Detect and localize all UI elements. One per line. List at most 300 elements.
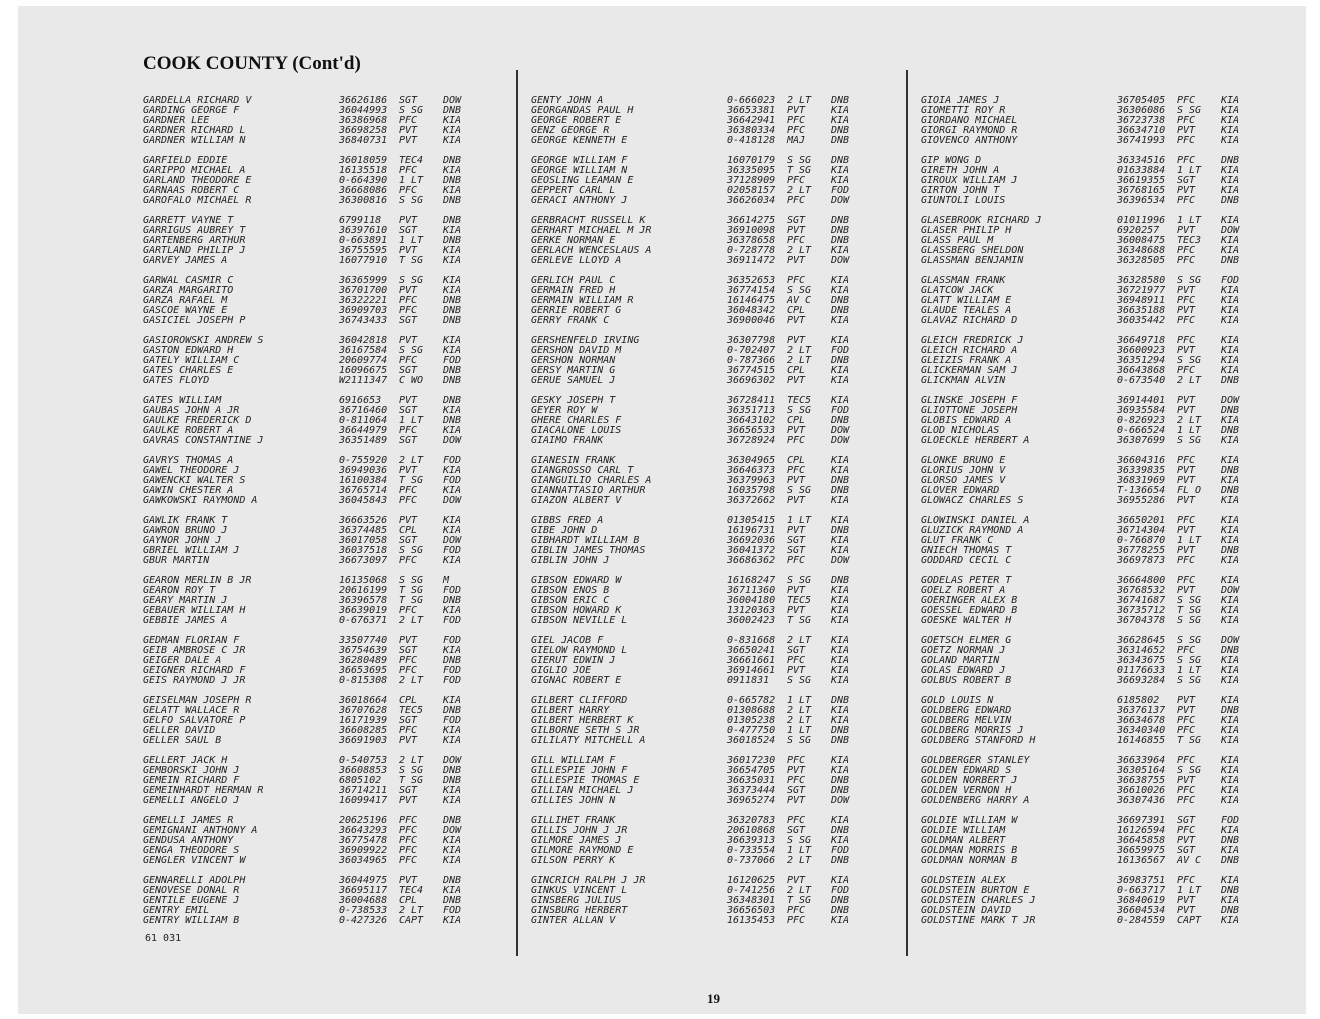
entry-status: KIA bbox=[1221, 285, 1240, 296]
entry-serial-number: 0911831 bbox=[727, 675, 770, 686]
roster-entry bbox=[531, 196, 903, 206]
entry-name: GERRY FRANK C bbox=[531, 316, 610, 326]
entry-name: GAVRAS CONSTANTINE J bbox=[143, 436, 264, 446]
entry-name: GERSHON NORMAN bbox=[531, 356, 616, 366]
roster-entry bbox=[921, 856, 1293, 866]
entry-rank: T SG bbox=[399, 775, 424, 786]
entry-rank: PVT bbox=[399, 285, 418, 296]
entry-rank: S SG bbox=[787, 285, 812, 296]
entry-serial-number: 0-666524 bbox=[1117, 425, 1166, 436]
entry-status: FOD bbox=[443, 675, 462, 686]
entry-name: GLOVER EDWARD bbox=[921, 486, 1000, 496]
entry-serial-number: 36304965 bbox=[727, 455, 776, 466]
entry-name: GIBSON EDWARD W bbox=[531, 576, 622, 586]
entry-serial-number: 36643868 bbox=[1117, 365, 1166, 376]
entry-rank: S SG bbox=[399, 275, 424, 286]
entry-serial-number: 0-737066 bbox=[727, 855, 776, 866]
entry-name: GAROFALO MICHAEL R bbox=[143, 196, 252, 206]
entry-serial-number: 36728411 bbox=[727, 395, 776, 406]
entry-serial-number: 36911472 bbox=[727, 255, 776, 266]
entry-status: DNB bbox=[443, 215, 462, 226]
entry-name: GLIOTTONE JOSEPH bbox=[921, 406, 1018, 416]
entry-status: DNB bbox=[831, 475, 850, 486]
entry-status: KIA bbox=[1221, 105, 1240, 116]
entry-rank: PFC bbox=[1177, 335, 1196, 346]
entry-serial-number: 36723738 bbox=[1117, 115, 1166, 126]
entry-status: DNB bbox=[443, 655, 462, 666]
entry-name: GIRETH JOHN A bbox=[921, 166, 1000, 176]
entry-status: KIA bbox=[831, 465, 850, 476]
entry-status: KIA bbox=[1221, 535, 1240, 546]
entry-serial-number: 36328505 bbox=[1117, 255, 1166, 266]
roster-entry bbox=[921, 316, 1293, 326]
entry-rank: T SG bbox=[1177, 605, 1202, 616]
entry-status: DOW bbox=[443, 435, 462, 446]
entry-serial-number: 36754639 bbox=[339, 645, 388, 656]
entry-status: KIA bbox=[831, 365, 850, 376]
roster-group bbox=[921, 216, 1293, 276]
entry-name: GIERUT EDWIN J bbox=[531, 656, 616, 666]
entry-rank: S SG bbox=[1177, 655, 1202, 666]
entry-serial-number: 36656533 bbox=[727, 425, 776, 436]
entry-name: GELFO SALVATORE P bbox=[143, 716, 246, 726]
entry-serial-number: 6805102 bbox=[339, 775, 382, 786]
entry-rank: SGT bbox=[787, 215, 806, 226]
entry-rank: PVT bbox=[1177, 475, 1196, 486]
entry-name: GOLDSTEIN CHARLES J bbox=[921, 896, 1036, 906]
entry-rank: PFC bbox=[787, 815, 806, 826]
entry-status: DNB bbox=[831, 235, 850, 246]
entry-status: KIA bbox=[443, 855, 462, 866]
entry-status: DNB bbox=[831, 525, 850, 536]
entry-rank: 2 LT bbox=[787, 185, 812, 196]
entry-rank: PFC bbox=[1177, 195, 1196, 206]
entry-serial-number: 36380334 bbox=[727, 125, 776, 136]
entry-status: KIA bbox=[443, 125, 462, 136]
entry-status: DOW bbox=[443, 495, 462, 506]
roster-group bbox=[531, 156, 903, 216]
entry-rank: PFC bbox=[787, 555, 806, 566]
entry-serial-number: 36909703 bbox=[339, 305, 388, 316]
entry-name: GILLESPIE THOMAS E bbox=[531, 776, 640, 786]
entry-serial-number: 01305238 bbox=[727, 715, 776, 726]
entry-rank: 1 LT bbox=[1177, 215, 1202, 226]
roster-group bbox=[921, 396, 1293, 456]
entry-serial-number: 36643102 bbox=[727, 415, 776, 426]
entry-rank: S SG bbox=[787, 575, 812, 586]
entry-status: KIA bbox=[443, 165, 462, 176]
entry-rank: PFC bbox=[399, 495, 418, 506]
entry-name: GLATT WILLIAM E bbox=[921, 296, 1012, 306]
entry-name: GOERINGER ALEX B bbox=[921, 596, 1018, 606]
entry-name: GERUE SAMUEL J bbox=[531, 376, 616, 386]
entry-status: DNB bbox=[831, 155, 850, 166]
entry-serial-number: 36002423 bbox=[727, 615, 776, 626]
entry-status: DNB bbox=[443, 395, 462, 406]
entry-serial-number: 36741993 bbox=[1117, 135, 1166, 146]
entry-name: GEBBIE JAMES A bbox=[143, 616, 228, 626]
roster-group bbox=[921, 276, 1293, 336]
entry-rank: 2 LT bbox=[1177, 415, 1202, 426]
entry-status: DNB bbox=[1221, 835, 1240, 846]
entry-name: GEORGE KENNETH E bbox=[531, 136, 628, 146]
entry-status: KIA bbox=[443, 695, 462, 706]
entry-name: GOLDENBERG HARRY A bbox=[921, 796, 1030, 806]
entry-name: GEOSLING LEAMAN E bbox=[531, 176, 634, 186]
entry-status: DNB bbox=[1221, 375, 1240, 386]
roster-group bbox=[531, 396, 903, 456]
entry-rank: SGT bbox=[399, 315, 418, 326]
entry-serial-number: 36634678 bbox=[1117, 715, 1166, 726]
entry-name: GOLAND MARTIN bbox=[921, 656, 1000, 666]
entry-name: GIANESIN FRANK bbox=[531, 456, 616, 466]
entry-name: GINCRICH RALPH J JR bbox=[531, 876, 646, 886]
entry-rank: SGT bbox=[1177, 175, 1196, 186]
entry-serial-number: 36397610 bbox=[339, 225, 388, 236]
entry-name: GARDNER WILLIAM N bbox=[143, 136, 246, 146]
entry-serial-number: 36034965 bbox=[339, 855, 388, 866]
entry-rank: 1 LT bbox=[399, 235, 424, 246]
entry-name: GBRIEL WILLIAM J bbox=[143, 546, 240, 556]
entry-serial-number: 6185802 bbox=[1117, 695, 1160, 706]
entry-name: GERLACH WENCESLAUS A bbox=[531, 246, 652, 256]
entry-rank: PFC bbox=[787, 235, 806, 246]
entry-serial-number: 02058157 bbox=[727, 185, 776, 196]
entry-serial-number: 36374485 bbox=[339, 525, 388, 536]
entry-serial-number: 36348688 bbox=[1117, 245, 1166, 256]
entry-status: KIA bbox=[1221, 125, 1240, 136]
entry-serial-number: 0-738533 bbox=[339, 905, 388, 916]
roster-group bbox=[143, 216, 515, 276]
entry-serial-number: 0-741256 bbox=[727, 885, 776, 896]
entry-rank: SGT bbox=[787, 545, 806, 556]
entry-serial-number: 36696302 bbox=[727, 375, 776, 386]
entry-rank: PFC bbox=[399, 185, 418, 196]
entry-serial-number: 37128909 bbox=[727, 175, 776, 186]
entry-serial-number: 36018524 bbox=[727, 735, 776, 746]
entry-serial-number: 36965274 bbox=[727, 795, 776, 806]
entry-status: KIA bbox=[1221, 555, 1240, 566]
roster-entry bbox=[531, 796, 903, 806]
entry-rank: S SG bbox=[1177, 355, 1202, 366]
entry-status: KIA bbox=[1221, 515, 1240, 526]
entry-rank: S SG bbox=[1177, 675, 1202, 686]
entry-status: KIA bbox=[1221, 915, 1240, 926]
entry-rank: S SG bbox=[787, 675, 812, 686]
entry-rank: SGT bbox=[399, 785, 418, 796]
entry-rank: 2 LT bbox=[787, 855, 812, 866]
entry-rank: PFC bbox=[787, 435, 806, 446]
entry-rank: 2 LT bbox=[399, 755, 424, 766]
entry-rank: PVT bbox=[1177, 305, 1196, 316]
entry-rank: 2 LT bbox=[399, 675, 424, 686]
entry-status: DNB bbox=[1221, 195, 1240, 206]
entry-name: GESKY JOSEPH T bbox=[531, 396, 616, 406]
roster-group bbox=[921, 456, 1293, 516]
entry-name: GILBERT CLIFFORD bbox=[531, 696, 628, 706]
entry-status: FOD bbox=[443, 475, 462, 486]
entry-status: KIA bbox=[443, 185, 462, 196]
entry-serial-number: 36949036 bbox=[339, 465, 388, 476]
entry-rank: S SG bbox=[399, 765, 424, 776]
entry-rank: PFC bbox=[399, 165, 418, 176]
entry-name: GAVRYS THOMAS A bbox=[143, 456, 234, 466]
entry-name: GILLIES JOHN N bbox=[531, 796, 616, 806]
entry-serial-number: 36604316 bbox=[1117, 455, 1166, 466]
entry-rank: T SG bbox=[787, 615, 812, 626]
entry-name: GENZ GEORGE R bbox=[531, 126, 610, 136]
entry-status: FOD bbox=[831, 885, 850, 896]
entry-serial-number: 36653381 bbox=[727, 105, 776, 116]
entry-rank: 1 LT bbox=[1177, 535, 1202, 546]
entry-name: GIOIA JAMES J bbox=[921, 96, 1000, 106]
entry-status: FOD bbox=[443, 585, 462, 596]
entry-status: FOD bbox=[443, 715, 462, 726]
entry-serial-number: 0-284559 bbox=[1117, 915, 1166, 926]
entry-name: GLAVAZ RICHARD D bbox=[921, 316, 1018, 326]
entry-status: DNB bbox=[443, 705, 462, 716]
entry-serial-number: 16146855 bbox=[1117, 735, 1166, 746]
entry-status: FOD bbox=[443, 545, 462, 556]
entry-serial-number: 36328580 bbox=[1117, 275, 1166, 286]
entry-serial-number: 0-418128 bbox=[727, 135, 776, 146]
entry-serial-number: 36614275 bbox=[727, 215, 776, 226]
entry-name: GLORSO JAMES V bbox=[921, 476, 1006, 486]
entry-status: DNB bbox=[1221, 405, 1240, 416]
entry-name: GAWIN CHESTER A bbox=[143, 486, 234, 496]
entry-serial-number: 36626186 bbox=[339, 95, 388, 106]
entry-name: GARDNER RICHARD L bbox=[143, 126, 246, 136]
entry-serial-number: 36004180 bbox=[727, 595, 776, 606]
entry-serial-number: 6920257 bbox=[1117, 225, 1160, 236]
entry-name: GELLER SAUL B bbox=[143, 736, 222, 746]
entry-rank: TEC4 bbox=[399, 885, 424, 896]
entry-name: GENOVESE DONAL R bbox=[143, 886, 240, 896]
entry-status: DNB bbox=[1221, 705, 1240, 716]
entry-status: KIA bbox=[443, 115, 462, 126]
entry-serial-number: 36348301 bbox=[727, 895, 776, 906]
entry-serial-number: 36017230 bbox=[727, 755, 776, 766]
entry-name: GOLAS EDWARD J bbox=[921, 666, 1006, 676]
roster-entry bbox=[921, 376, 1293, 386]
entry-rank: PFC bbox=[1177, 95, 1196, 106]
entry-name: GIAIMO FRANK bbox=[531, 436, 604, 446]
entry-name: GENGA THEODORE S bbox=[143, 846, 240, 856]
entry-rank: MAJ bbox=[787, 135, 806, 146]
roster-entry bbox=[143, 676, 515, 686]
roster-group bbox=[531, 636, 903, 696]
roster-entry bbox=[143, 136, 515, 146]
entry-rank: PVT bbox=[787, 495, 806, 506]
entry-rank: PFC bbox=[399, 425, 418, 436]
entry-status: KIA bbox=[1221, 245, 1240, 256]
entry-serial-number: 36633964 bbox=[1117, 755, 1166, 766]
entry-rank: PVT bbox=[1177, 705, 1196, 716]
entry-rank: PFC bbox=[399, 655, 418, 666]
entry-rank: T SG bbox=[399, 255, 424, 266]
entry-serial-number: 36955286 bbox=[1117, 495, 1166, 506]
roster-entry bbox=[531, 256, 903, 266]
entry-status: DNB bbox=[831, 95, 850, 106]
entry-name: GINSBERG JULIUS bbox=[531, 896, 622, 906]
entry-serial-number: 36045843 bbox=[339, 495, 388, 506]
entry-serial-number: 0-665782 bbox=[727, 695, 776, 706]
entry-serial-number: 36775478 bbox=[339, 835, 388, 846]
entry-status: KIA bbox=[831, 545, 850, 556]
entry-rank: PFC bbox=[1177, 245, 1196, 256]
entry-serial-number: 36008475 bbox=[1117, 235, 1166, 246]
entry-rank: PFC bbox=[399, 815, 418, 826]
entry-status: DOW bbox=[831, 425, 850, 436]
roster-entry bbox=[921, 916, 1293, 926]
entry-status: KIA bbox=[831, 335, 850, 346]
entry-serial-number: 16035798 bbox=[727, 485, 776, 496]
entry-name: GOLDBERG MORRIS J bbox=[921, 726, 1024, 736]
entry-status: DOW bbox=[443, 825, 462, 836]
entry-name: GELLERT JACK H bbox=[143, 756, 228, 766]
entry-serial-number: 36305164 bbox=[1117, 765, 1166, 776]
entry-serial-number: 36840731 bbox=[339, 135, 388, 146]
entry-serial-number: 36650201 bbox=[1117, 515, 1166, 526]
footer-code: 61 031 bbox=[145, 933, 182, 944]
entry-name: GIGLIO JOE bbox=[531, 666, 592, 676]
entry-status: DNB bbox=[831, 135, 850, 146]
entry-status: KIA bbox=[1221, 825, 1240, 836]
entry-status: KIA bbox=[831, 715, 850, 726]
entry-name: GEORGE WILLIAM F bbox=[531, 156, 628, 166]
entry-name: GILLIHET FRANK bbox=[531, 816, 616, 826]
entry-name: GOELZ ROBERT A bbox=[921, 586, 1006, 596]
entry-status: KIA bbox=[831, 175, 850, 186]
document-page bbox=[18, 6, 1306, 1014]
entry-status: DNB bbox=[831, 695, 850, 706]
entry-name: GARVEY JAMES A bbox=[143, 256, 228, 266]
entry-status: DOW bbox=[1221, 585, 1240, 596]
entry-status: KIA bbox=[1221, 495, 1240, 506]
entry-serial-number: 36396534 bbox=[1117, 195, 1166, 206]
entry-name: GARRETT VAYNE T bbox=[143, 216, 234, 226]
entry-rank: SGT bbox=[399, 715, 418, 726]
entry-name: GAUBAS JOHN A JR bbox=[143, 406, 240, 416]
entry-status: DNB bbox=[1221, 485, 1240, 496]
entry-name: GINKUS VINCENT L bbox=[531, 886, 628, 896]
entry-serial-number: 36768165 bbox=[1117, 185, 1166, 196]
entry-serial-number: 36314652 bbox=[1117, 645, 1166, 656]
entry-serial-number: 36774515 bbox=[727, 365, 776, 376]
entry-serial-number: 36741687 bbox=[1117, 595, 1166, 606]
entry-status: FOD bbox=[443, 455, 462, 466]
entry-name: GNIECH THOMAS T bbox=[921, 546, 1012, 556]
entry-name: GILMORE RAYMOND E bbox=[531, 846, 634, 856]
entry-status: KIA bbox=[831, 675, 850, 686]
entry-name: GOLD LOUIS N bbox=[921, 696, 994, 706]
entry-name: GERSHENFELD IRVING bbox=[531, 336, 640, 346]
entry-name: GOETZ NORMAN J bbox=[921, 646, 1006, 656]
entry-status: KIA bbox=[1221, 455, 1240, 466]
entry-rank: 2 LT bbox=[399, 905, 424, 916]
entry-name: GARZA MARGARITO bbox=[143, 286, 234, 296]
entry-rank: PFC bbox=[787, 175, 806, 186]
entry-serial-number: 36721977 bbox=[1117, 285, 1166, 296]
entry-status: KIA bbox=[443, 915, 462, 926]
entry-name: GARWAL CASMIR C bbox=[143, 276, 234, 286]
entry-status: KIA bbox=[831, 705, 850, 716]
entry-status: KIA bbox=[831, 835, 850, 846]
entry-status: KIA bbox=[1221, 295, 1240, 306]
entry-status: FOD bbox=[831, 845, 850, 856]
entry-status: KIA bbox=[831, 765, 850, 776]
entry-name: GIORGI RAYMOND R bbox=[921, 126, 1018, 136]
entry-name: GLOECKLE HERBERT A bbox=[921, 436, 1030, 446]
entry-serial-number: 36035442 bbox=[1117, 315, 1166, 326]
entry-rank: PVT bbox=[1177, 905, 1196, 916]
entry-serial-number: 36693284 bbox=[1117, 675, 1166, 686]
entry-rank: SGT bbox=[399, 365, 418, 376]
roster-group bbox=[921, 336, 1293, 396]
entry-status: DOW bbox=[443, 535, 462, 546]
entry-rank: 1 LT bbox=[787, 695, 812, 706]
entry-serial-number: 0-811064 bbox=[339, 415, 388, 426]
roster-entry bbox=[143, 556, 515, 566]
entry-name: GASIOROWSKI ANDREW S bbox=[143, 336, 264, 346]
entry-name: GAULKE ROBERT A bbox=[143, 426, 234, 436]
entry-rank: PFC bbox=[1177, 825, 1196, 836]
entry-name: GLAUDE TEALES A bbox=[921, 306, 1012, 316]
roster-entry bbox=[531, 556, 903, 566]
entry-status: KIA bbox=[443, 555, 462, 566]
entry-rank: PVT bbox=[1177, 585, 1196, 596]
entry-name: GOLDMAN MORRIS B bbox=[921, 846, 1018, 856]
entry-rank: PFC bbox=[1177, 795, 1196, 806]
entry-name: GLASSMAN BENJAMIN bbox=[921, 256, 1024, 266]
entry-rank: PVT bbox=[787, 605, 806, 616]
entry-name: GEIGNER RICHARD F bbox=[143, 666, 246, 676]
entry-name: GARRIGUS AUBREY T bbox=[143, 226, 246, 236]
entry-status: KIA bbox=[443, 225, 462, 236]
entry-rank: PFC bbox=[399, 305, 418, 316]
entry-serial-number: 36306086 bbox=[1117, 105, 1166, 116]
roster-group bbox=[143, 696, 515, 756]
entry-status: DNB bbox=[1221, 645, 1240, 656]
roster-group bbox=[531, 756, 903, 816]
entry-status: DNB bbox=[831, 905, 850, 916]
entry-status: KIA bbox=[1221, 715, 1240, 726]
entry-name: GAYNOR JOHN J bbox=[143, 536, 222, 546]
roster-group bbox=[921, 756, 1293, 816]
entry-rank: PFC bbox=[1177, 555, 1196, 566]
entry-serial-number: 20610868 bbox=[727, 825, 776, 836]
entry-status: FOD bbox=[831, 185, 850, 196]
entry-serial-number: 36909922 bbox=[339, 845, 388, 856]
entry-serial-number: 36041372 bbox=[727, 545, 776, 556]
entry-status: DNB bbox=[831, 775, 850, 786]
entry-rank: PVT bbox=[787, 875, 806, 886]
entry-rank: PVT bbox=[787, 105, 806, 116]
entry-status: KIA bbox=[1221, 475, 1240, 486]
entry-serial-number: 36600923 bbox=[1117, 345, 1166, 356]
roster-entry bbox=[143, 856, 515, 866]
entry-name: GARTENBERG ARTHUR bbox=[143, 236, 246, 246]
entry-rank: PFC bbox=[787, 125, 806, 136]
entry-status: DNB bbox=[831, 225, 850, 236]
entry-rank: PFC bbox=[399, 665, 418, 676]
roster-group bbox=[143, 456, 515, 516]
entry-serial-number: 01176633 bbox=[1117, 665, 1166, 676]
entry-status: DOW bbox=[1221, 225, 1240, 236]
entry-rank: PFC bbox=[1177, 725, 1196, 736]
entry-rank: PFC bbox=[787, 775, 806, 786]
roster-group bbox=[143, 156, 515, 216]
